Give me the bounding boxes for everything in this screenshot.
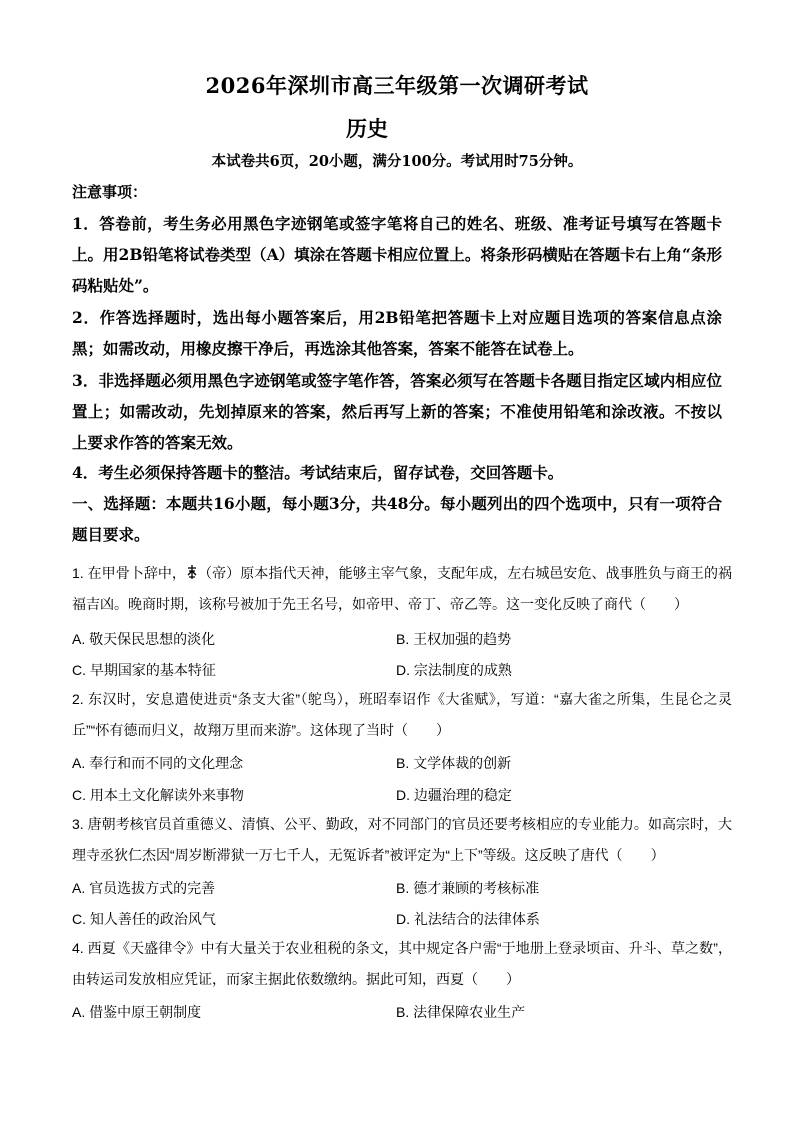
question-3-option-d[interactable]: D. 礼法结合的法律体系 [396,911,540,927]
question-1-option-b[interactable]: B. 王权加强的趋势 [396,631,512,647]
question-3-option-b[interactable]: B. 德才兼顾的考核标准 [396,880,540,896]
question-4-stem: 4. 西夏《天盛律令》中有大量关于农业租税的条文，其中规定各户需“于地册上登录顷亩、升斗、草之数”，由转运司发放相应凭证，而家主据此依数缴纳。据此可知，西夏（ ） [72,940,732,987]
question-3-option-a[interactable]: A. 官员选拔方式的完善 [72,880,216,896]
question-2-option-d[interactable]: D. 边疆治理的稳定 [396,787,512,803]
question-3-option-c[interactable]: C. 知人善任的政治风气 [72,911,216,927]
question-2-stem: 2. 东汉时，安息遣使进贡“条支大雀”（鸵鸟），班昭奉诏作《大雀赋》，写道：“嘉大雀之所集，生昆仑之灵丘”“怀有德而归义，故翔万里而来游”。这体现了当时（ ） [72,691,732,738]
question-4-option-b[interactable]: B. 法律保障农业生产 [396,1004,526,1020]
exam-subject: 历史 [346,116,388,141]
exam-info: 本试卷共6页，20小题，满分100分。考试用时75分钟。 [211,153,583,170]
notice-item-2: 2．作答选择题时，选出每小题答案后，用2B铅笔把答题卡上对应题目选项的答案信息点涂黑；如需改动，用橡皮擦干净后，再选涂其他答案，答案不能答在试卷上。 [72,308,722,358]
question-1-stem-before: 1. 在甲骨卜辞中， [72,565,186,581]
question-4-option-a[interactable]: A. 借鉴中原王朝制度 [72,1004,202,1020]
question-1-stem [72,558,732,620]
notice-item-1: 1．答卷前，考生务必用黑色字迹钢笔或签字笔将自己的姓名、班级、准考证号填写在答题卡上。用2B铅笔将试卷类型（A）填涂在答题卡相应位置上。将条形码横贴在答题卡右上角“条形码粘贴处”。 [72,214,722,295]
section-title: 一、选择题：本题共16小题，每小题3分，共48分。每小题列出的四个选项中，只有一项符合题目要求。 [72,494,722,544]
question-1-option-a[interactable]: A. 敬天保民思想的淡化 [72,631,216,647]
question-1-option-c[interactable]: C. 早期国家的基本特征 [72,662,216,678]
question-1-option-d[interactable]: D. 宗法制度的成熟 [396,662,512,678]
notice-item-4: 4．考生必须保持答题卡的整洁。考试结束后，留存试卷，交回答题卡。 [72,463,564,482]
question-2-option-c[interactable]: C. 用本土文化解读外来事物 [72,787,244,803]
notice-heading: 注意事项： [72,183,148,201]
question-1-stem-after: （帝）原本指代天神，能够主宰气象，支配年成，左右城邑安危、战事胜负与商王的祸福吉凶。晚商时期，该称号被加于先王名号，如帝甲、帝丁、帝乙等。这一变化反映了商代（ ） [72,565,732,612]
oracle-bone-di-icon [186,564,198,580]
question-2-option-b[interactable]: B. 文学体裁的创新 [396,755,512,771]
notice-item-3: 3．非选择题必须用黑色字迹钢笔或签字笔作答，答案必须写在答题卡各题目指定区域内相应位置上；如需改动，先划掉原来的答案，然后再写上新的答案；不准使用铅笔和涂改液。不按以上要求作答的答案无效。 [72,371,722,452]
question-3-stem: 3. 唐朝考核官员首重德义、清慎、公平、勤政，对不同部门的官员还要考核相应的专业能力。如高宗时，大理寺丞狄仁杰因“周岁断滞狱一万七千人，无冤诉者”被评定为“上下”等级。这反映了唐代（ ） [72,816,732,863]
question-2-option-a[interactable]: A. 奉行和而不同的文化理念 [72,755,244,771]
exam-title: 2026年深圳市高三年级第一次调研考试 [205,73,589,98]
